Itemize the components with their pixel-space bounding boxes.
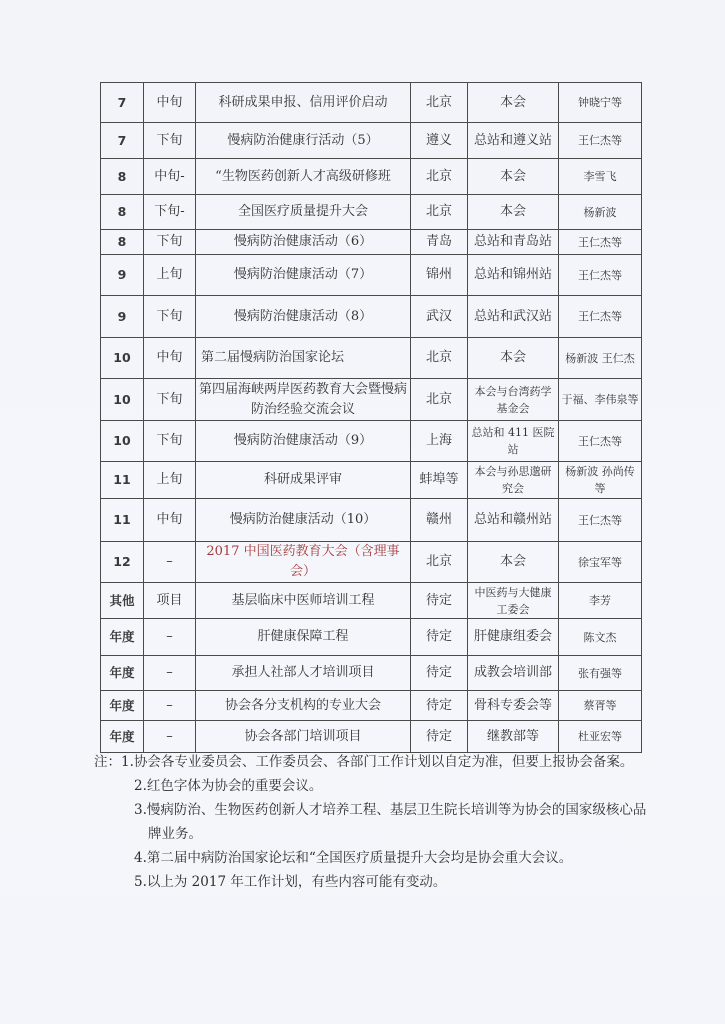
table-row — [101, 159, 642, 195]
event-cell: 慢病防治健康活动（10） — [196, 499, 411, 542]
table-row — [101, 230, 642, 255]
month-cell: 10 — [101, 421, 144, 462]
month-cell: 11 — [101, 462, 144, 499]
person-cell: 王仁杰等 — [559, 499, 642, 542]
note-2: 2.红色字体为协会的重要会议。 — [134, 778, 323, 794]
location-cell: 锦州 — [411, 255, 468, 296]
organizer-cell: 本会与台湾药学基金会 — [468, 379, 559, 421]
organizer-cell: 本会 — [468, 338, 559, 379]
location-cell: 武汉 — [411, 296, 468, 338]
month-cell: 年度 — [101, 721, 144, 753]
month-cell: 7 — [101, 83, 144, 123]
organizer-cell: 总站和武汉站 — [468, 296, 559, 338]
table-row — [101, 379, 642, 421]
person-cell: 张有强等 — [559, 656, 642, 691]
organizer-cell: 总站和青岛站 — [468, 230, 559, 255]
note-3: 3.慢病防治、生物医药创新人才培养工程、基层卫生院长培训等为协会的国家级核心品 — [134, 802, 647, 818]
location-cell: 青岛 — [411, 230, 468, 255]
month-cell: 9 — [101, 296, 144, 338]
location-cell: 待定 — [411, 691, 468, 721]
table-row — [101, 421, 642, 462]
event-cell: 慢病防治健康活动（7） — [196, 255, 411, 296]
month-cell: 7 — [101, 123, 144, 159]
person-cell: 杨新波 王仁杰 — [559, 338, 642, 379]
period-cell: 中旬 — [144, 338, 196, 379]
month-cell: 年度 — [101, 656, 144, 691]
table-row — [101, 721, 642, 753]
table-row — [101, 542, 642, 583]
person-cell: 王仁杰等 — [559, 123, 642, 159]
organizer-cell: 总站和赣州站 — [468, 499, 559, 542]
location-cell: 蚌埠等 — [411, 462, 468, 499]
person-cell: 杨新波 — [559, 195, 642, 230]
month-cell: 12 — [101, 542, 144, 583]
notes-section — [94, 750, 666, 894]
event-cell: 慢病防治健康活动（9） — [196, 421, 411, 462]
period-cell: 项目 — [144, 583, 196, 619]
person-cell: 李雪飞 — [559, 159, 642, 195]
event-cell: 协会各分支机构的专业大会 — [196, 691, 411, 721]
location-cell: 赣州 — [411, 499, 468, 542]
event-cell: 第四届海峡两岸医药教育大会暨慢病防治经验交流会议 — [196, 379, 411, 421]
period-cell: 下旬 — [144, 123, 196, 159]
month-cell: 8 — [101, 159, 144, 195]
table-row — [101, 195, 642, 230]
event-cell: 基层临床中医师培训工程 — [196, 583, 411, 619]
person-cell: 王仁杰等 — [559, 230, 642, 255]
note-3-continued: 牌业务。 — [148, 826, 202, 842]
event-cell: 全国医疗质量提升大会 — [196, 195, 411, 230]
person-cell: 徐宝军等 — [559, 542, 642, 583]
period-cell: 下旬 — [144, 379, 196, 421]
period-cell: 下旬- — [144, 195, 196, 230]
table-row — [101, 499, 642, 542]
month-cell: 8 — [101, 195, 144, 230]
note-5: 5.以上为 2017 年工作计划，有些内容可能有变动。 — [134, 874, 447, 890]
organizer-cell: 本会 — [468, 195, 559, 230]
table-row — [101, 691, 642, 721]
table-row — [101, 296, 642, 338]
table-row — [101, 83, 642, 123]
month-cell: 10 — [101, 379, 144, 421]
person-cell: 李芳 — [559, 583, 642, 619]
period-cell: 中旬 — [144, 83, 196, 123]
organizer-cell: 本会与孙思邈研究会 — [468, 462, 559, 499]
period-cell: 上旬 — [144, 255, 196, 296]
period-cell: – — [144, 656, 196, 691]
event-cell: 慢病防治健康活动（6） — [196, 230, 411, 255]
table-row — [101, 462, 642, 499]
period-cell: – — [144, 721, 196, 753]
organizer-cell: 肝健康组委会 — [468, 619, 559, 656]
month-cell: 年度 — [101, 619, 144, 656]
location-cell: 上海 — [411, 421, 468, 462]
period-cell: – — [144, 542, 196, 583]
work-plan-body — [101, 83, 642, 753]
person-cell: 王仁杰等 — [559, 255, 642, 296]
event-cell: “生物医药创新人才高级研修班 — [196, 159, 411, 195]
person-cell: 钟晓宁等 — [559, 83, 642, 123]
event-cell: 慢病防治健康行活动（5） — [196, 123, 411, 159]
organizer-cell: 总站和锦州站 — [468, 255, 559, 296]
event-cell: 承担人社部人才培训项目 — [196, 656, 411, 691]
person-cell: 蔡胥等 — [559, 691, 642, 721]
period-cell: 上旬 — [144, 462, 196, 499]
month-cell: 年度 — [101, 691, 144, 721]
event-cell: 2017 中国医药教育大会（含理事会） — [196, 542, 411, 583]
organizer-cell: 成教会培训部 — [468, 656, 559, 691]
location-cell: 北京 — [411, 338, 468, 379]
person-cell: 王仁杰等 — [559, 296, 642, 338]
organizer-cell: 总站和遵义站 — [468, 123, 559, 159]
person-cell: 杨新波 孙尚传等 — [559, 462, 642, 499]
location-cell: 遵义 — [411, 123, 468, 159]
month-cell: 8 — [101, 230, 144, 255]
location-cell: 北京 — [411, 83, 468, 123]
event-cell: 科研成果申报、信用评价启动 — [196, 83, 411, 123]
location-cell: 待定 — [411, 656, 468, 691]
event-cell: 协会各部门培训项目 — [196, 721, 411, 753]
organizer-cell: 中医药与大健康工委会 — [468, 583, 559, 619]
location-cell: 北京 — [411, 379, 468, 421]
table-row — [101, 255, 642, 296]
event-cell: 第二届慢病防治国家论坛 — [196, 338, 411, 379]
location-cell: 待定 — [411, 583, 468, 619]
person-cell: 于福、李伟泉等 — [559, 379, 642, 421]
event-cell: 慢病防治健康活动（8） — [196, 296, 411, 338]
table-row — [101, 338, 642, 379]
location-cell: 北京 — [411, 159, 468, 195]
month-cell: 其他 — [101, 583, 144, 619]
table-row — [101, 656, 642, 691]
event-cell: 科研成果评审 — [196, 462, 411, 499]
person-cell: 王仁杰等 — [559, 421, 642, 462]
person-cell: 陈文杰 — [559, 619, 642, 656]
month-cell: 11 — [101, 499, 144, 542]
location-cell: 北京 — [411, 195, 468, 230]
table-row — [101, 619, 642, 656]
organizer-cell: 本会 — [468, 159, 559, 195]
note-4: 4.第二届中病防治国家论坛和“全国医疗质量提升大会均是协会重大会议。 — [134, 850, 573, 866]
table-row — [101, 123, 642, 159]
month-cell: 9 — [101, 255, 144, 296]
period-cell: – — [144, 619, 196, 656]
work-plan-table — [100, 82, 642, 753]
location-cell: 北京 — [411, 542, 468, 583]
period-cell: 下旬 — [144, 230, 196, 255]
organizer-cell: 继教部等 — [468, 721, 559, 753]
organizer-cell: 本会 — [468, 83, 559, 123]
location-cell: 待定 — [411, 721, 468, 753]
person-cell: 杜亚宏等 — [559, 721, 642, 753]
event-cell: 肝健康保障工程 — [196, 619, 411, 656]
organizer-cell: 骨科专委会等 — [468, 691, 559, 721]
period-cell: 下旬 — [144, 296, 196, 338]
month-cell: 10 — [101, 338, 144, 379]
location-cell: 待定 — [411, 619, 468, 656]
table-row — [101, 583, 642, 619]
period-cell: 下旬 — [144, 421, 196, 462]
organizer-cell: 总站和 411 医院站 — [468, 421, 559, 462]
note-1: 注：1.协会各专业委员会、工作委员会、各部门工作计划以自定为准，但要上报协会备案。 — [94, 754, 634, 770]
period-cell: 中旬 — [144, 499, 196, 542]
organizer-cell: 本会 — [468, 542, 559, 583]
period-cell: – — [144, 691, 196, 721]
period-cell: 中旬- — [144, 159, 196, 195]
